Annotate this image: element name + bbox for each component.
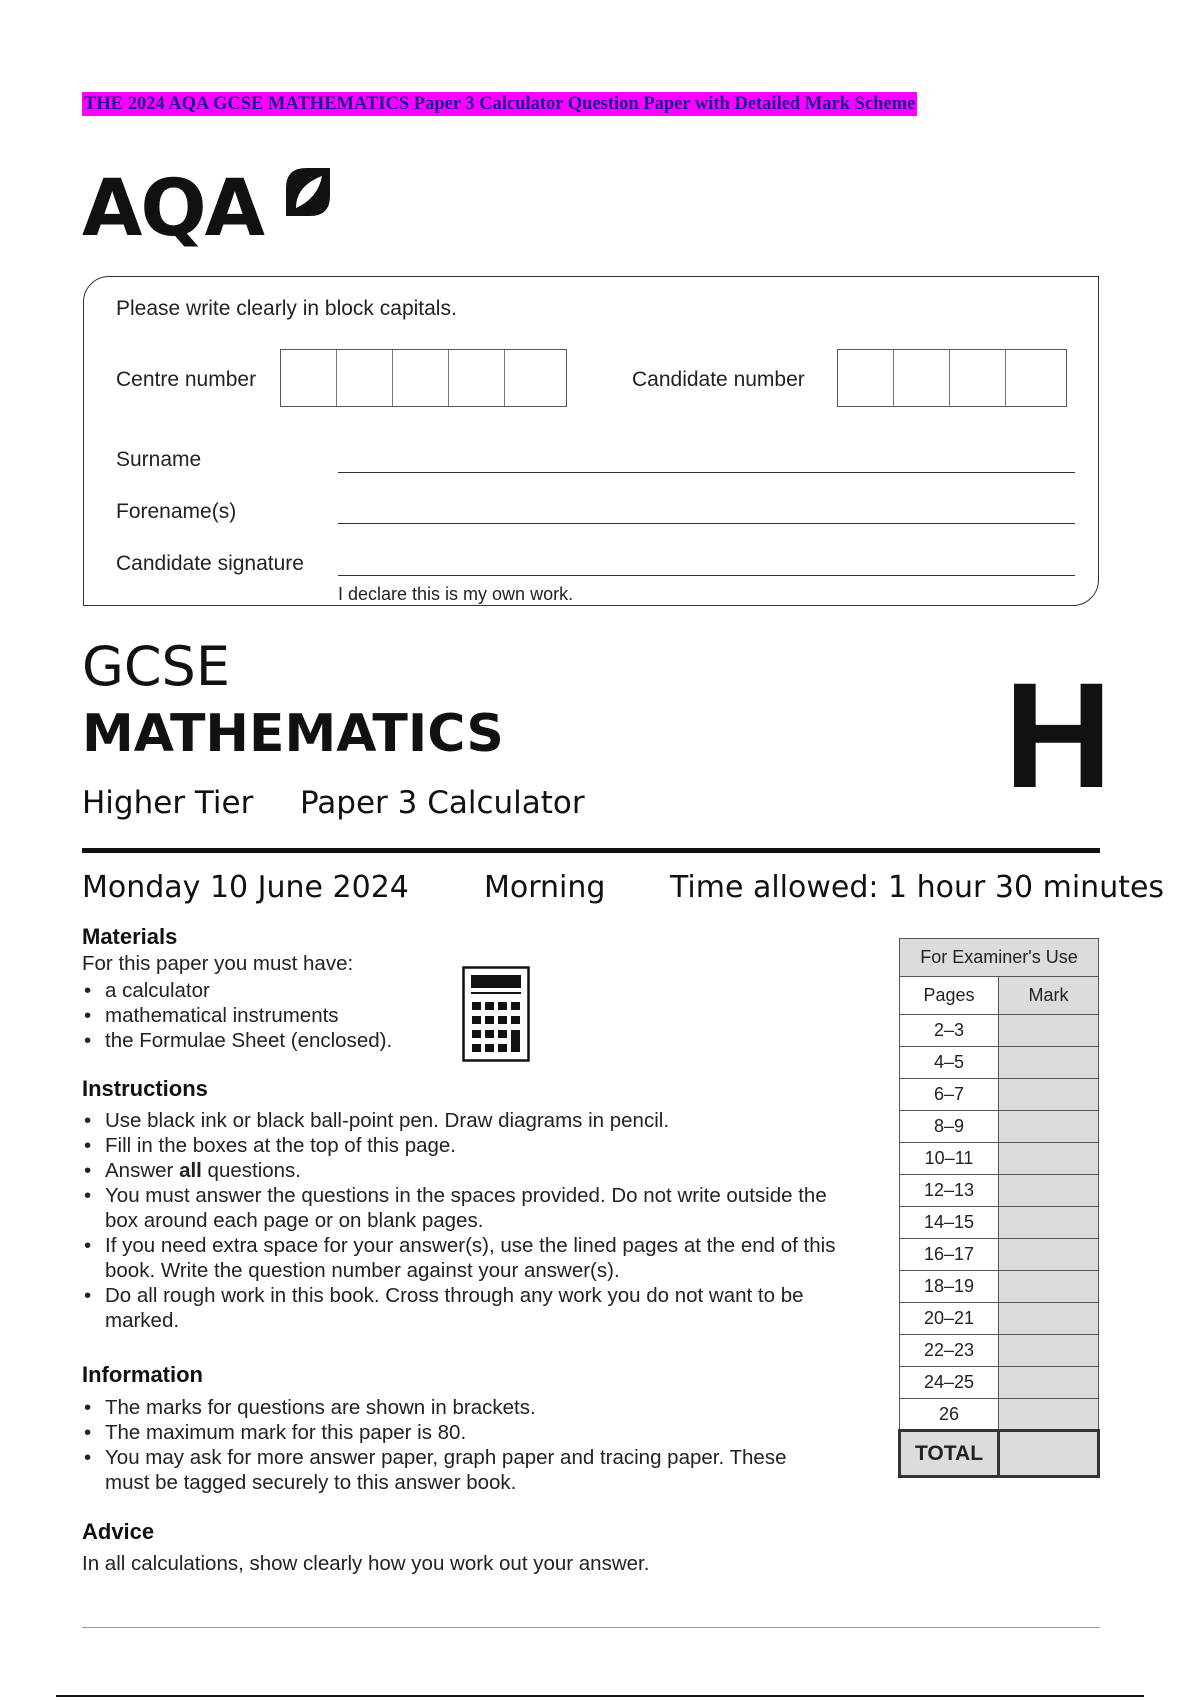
- mark-cell[interactable]: [999, 1047, 1099, 1079]
- answer-all-bold: all: [179, 1159, 202, 1182]
- pages-cell: 18–19: [900, 1271, 999, 1303]
- table-row: [900, 1111, 1099, 1143]
- surname-field[interactable]: [338, 472, 1075, 473]
- forenames-label: Forename(s): [116, 500, 237, 523]
- mark-cell[interactable]: [999, 1143, 1099, 1175]
- subject-title: MATHEMATICS: [82, 704, 504, 764]
- logo-text: AQA: [82, 164, 264, 254]
- pages-cell: 6–7: [900, 1079, 999, 1111]
- table-row: [900, 1431, 1099, 1477]
- mark-cell[interactable]: [999, 1303, 1099, 1335]
- answer-all-prefix: Answer: [105, 1159, 180, 1182]
- list-item: • mathematical instruments: [82, 1003, 462, 1028]
- table-row: [900, 1143, 1099, 1175]
- aqa-logo-mark-icon: [282, 164, 334, 220]
- footer-rule: [56, 1695, 1144, 1697]
- bottom-divider: [82, 1627, 1100, 1628]
- candidate-number-label: Candidate number: [632, 368, 805, 391]
- table-row: [900, 1015, 1099, 1047]
- mark-cell[interactable]: [999, 1367, 1099, 1399]
- pages-cell: 4–5: [900, 1047, 999, 1079]
- mark-cell[interactable]: [999, 1239, 1099, 1271]
- list-item: • Use black ink or black ball-point pen. Draw diagrams in pencil.: [82, 1108, 842, 1133]
- instructions-list: [82, 1108, 842, 1333]
- list-item: [82, 1158, 842, 1183]
- forenames-field[interactable]: [338, 523, 1075, 524]
- centre-number-digit[interactable]: [337, 350, 393, 406]
- pages-column-header: Pages: [900, 977, 999, 1015]
- information-list: [82, 1395, 802, 1495]
- mark-cell[interactable]: [999, 1175, 1099, 1207]
- mark-column-header: Mark: [999, 977, 1099, 1015]
- list-item: • Fill in the boxes at the top of this page.: [82, 1133, 842, 1158]
- candidate-number-digit[interactable]: [950, 350, 1006, 406]
- advice-heading: Advice: [82, 1519, 155, 1544]
- candidate-number-digit[interactable]: [1006, 350, 1065, 406]
- list-item: • The marks for questions are shown in brackets.: [82, 1395, 802, 1420]
- tier-label: Higher Tier: [82, 785, 254, 821]
- exam-session: Morning: [484, 870, 606, 905]
- centre-number-digit[interactable]: [281, 350, 337, 406]
- list-item: • a calculator: [82, 978, 462, 1003]
- pages-cell: 22–23: [900, 1335, 999, 1367]
- list-item: • You must answer the questions in the spaces provided. Do not write outside the box around each page or on blank pages.: [82, 1183, 842, 1233]
- mark-cell[interactable]: [999, 1335, 1099, 1367]
- mark-cell[interactable]: [999, 1271, 1099, 1303]
- time-allowed: Time allowed: 1 hour 30 minutes: [670, 870, 1165, 905]
- document-banner: THE 2024 AQA GCSE MATHEMATICS Paper 3 Calculator Question Paper with Detailed Mark Scheme: [84, 94, 916, 114]
- table-row: [900, 1175, 1099, 1207]
- advice-text: In all calculations, show clearly how you work out your answer.: [82, 1552, 650, 1575]
- answer-all-suffix: questions.: [201, 1159, 302, 1182]
- pages-cell: 20–21: [900, 1303, 999, 1335]
- materials-heading: Materials: [82, 924, 178, 949]
- materials-intro: For this paper you must have:: [82, 952, 354, 975]
- exam-date: Monday 10 June 2024: [82, 870, 409, 905]
- pages-cell: 14–15: [900, 1207, 999, 1239]
- list-item: • the Formulae Sheet (enclosed).: [82, 1028, 462, 1053]
- surname-label: Surname: [116, 448, 202, 471]
- list-item: • If you need extra space for your answer(s), use the lined pages at the end of this book. Write the question number against your answer(s).: [82, 1233, 842, 1283]
- list-item: • Do all rough work in this book. Cross through any work you do not want to be marked.: [82, 1283, 842, 1333]
- pages-cell: 24–25: [900, 1367, 999, 1399]
- total-mark-cell[interactable]: [999, 1431, 1099, 1477]
- table-row: [900, 1047, 1099, 1079]
- centre-number-boxes[interactable]: [280, 349, 567, 407]
- table-row: [900, 1399, 1099, 1431]
- pages-cell: 26: [900, 1399, 999, 1431]
- mark-cell[interactable]: [999, 1399, 1099, 1431]
- list-item: • You may ask for more answer paper, graph paper and tracing paper. These must be tagged securely to this answer book.: [82, 1445, 802, 1495]
- candidate-number-digit[interactable]: [838, 350, 894, 406]
- centre-number-digit[interactable]: [449, 350, 505, 406]
- pages-cell: 12–13: [900, 1175, 999, 1207]
- tier-letter: H: [1004, 651, 1113, 819]
- materials-list: [82, 978, 462, 1053]
- paper-label: Paper 3 Calculator: [300, 785, 585, 821]
- table-row: [900, 1303, 1099, 1335]
- total-label: TOTAL: [900, 1431, 999, 1477]
- aqa-logo: [82, 160, 352, 260]
- centre-number-digit[interactable]: [393, 350, 449, 406]
- table-row: [900, 1239, 1099, 1271]
- table-row: [900, 1271, 1099, 1303]
- declaration-text: I declare this is my own work.: [338, 584, 574, 604]
- centre-number-digit[interactable]: [505, 350, 565, 406]
- block-capitals-instruction: Please write clearly in block capitals.: [116, 297, 457, 320]
- mark-cell[interactable]: [999, 1111, 1099, 1143]
- pages-cell: 10–11: [900, 1143, 999, 1175]
- title-divider: [82, 848, 1100, 853]
- signature-label: Candidate signature: [116, 552, 304, 575]
- signature-field[interactable]: [338, 575, 1075, 576]
- examiners-use-table: [898, 938, 1100, 1478]
- pages-cell: 16–17: [900, 1239, 999, 1271]
- candidate-number-boxes[interactable]: [837, 349, 1067, 407]
- pages-cell: 2–3: [900, 1015, 999, 1047]
- list-item: • The maximum mark for this paper is 80.: [82, 1420, 802, 1445]
- table-row: [900, 1207, 1099, 1239]
- pages-cell: 8–9: [900, 1111, 999, 1143]
- calculator-icon: [462, 966, 530, 1062]
- information-heading: Information: [82, 1362, 203, 1387]
- mark-cell[interactable]: [999, 1079, 1099, 1111]
- table-row: [900, 1079, 1099, 1111]
- centre-number-label: Centre number: [116, 368, 257, 391]
- mark-cell[interactable]: [999, 1207, 1099, 1239]
- qualification-title: GCSE: [82, 635, 230, 698]
- instructions-heading: Instructions: [82, 1076, 208, 1101]
- candidate-number-digit[interactable]: [894, 350, 950, 406]
- table-row: [900, 1335, 1099, 1367]
- table-row: [900, 1367, 1099, 1399]
- examiners-use-header: For Examiner's Use: [900, 939, 1099, 977]
- mark-cell[interactable]: [999, 1015, 1099, 1047]
